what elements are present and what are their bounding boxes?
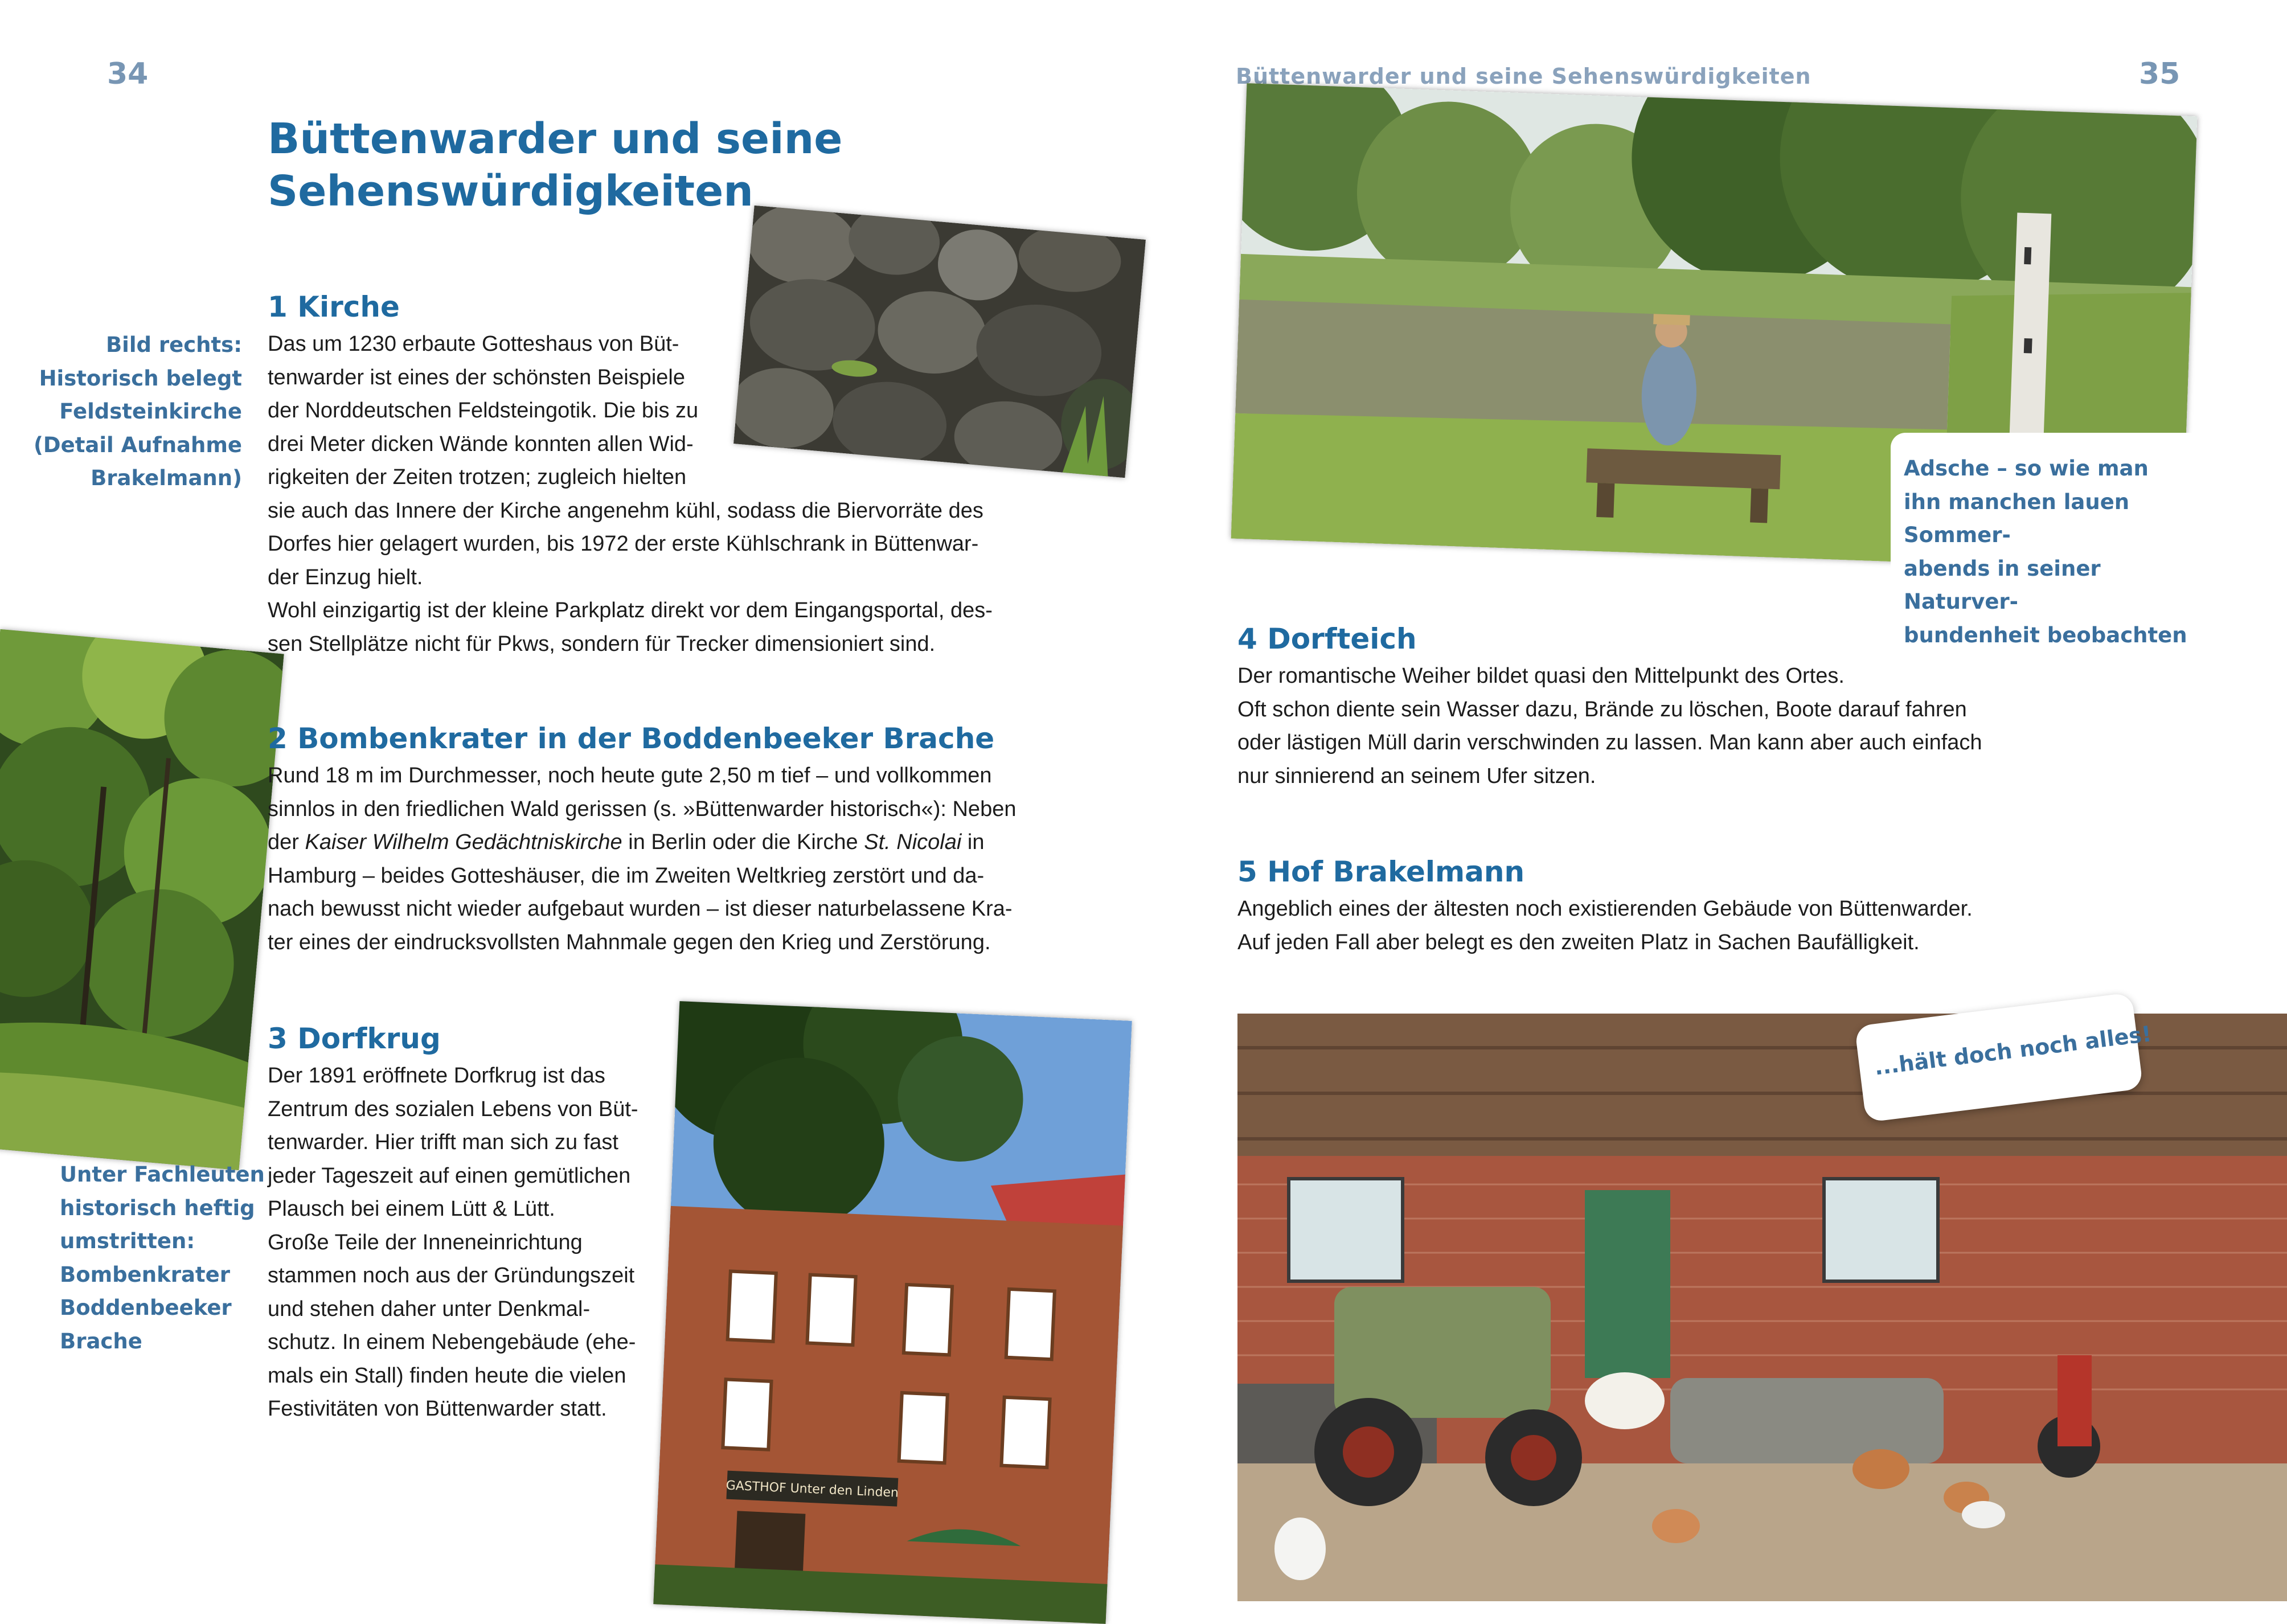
section-heading-hof-brakelmann: 5 Hof Brakelmann [1237, 855, 1525, 888]
caption-line: Brakelmann) [91, 466, 242, 490]
page-title [268, 113, 842, 218]
text-line: Der romantische Weiher bildet quasi den Mittelpunkt des Ortes. [1237, 664, 1845, 688]
text-line: sinnlos in den friedlichen Wald gerissen (s. »Büttenwarder historisch«): Neben [268, 797, 1017, 821]
dorfkrug-photo [653, 1001, 1132, 1624]
text-line: tenwarder. Hier trifft man sich zu fast [268, 1130, 618, 1154]
caption-line: Brache [60, 1328, 142, 1354]
text-line: Große Teile der Inneneinrichtung [268, 1230, 583, 1254]
section-heading-dorfteich: 4 Dorfteich [1237, 622, 1417, 655]
gasthof-sign: GASTHOF Unter den Linden [726, 1478, 899, 1500]
caption-line: (Detail Aufnahme [34, 432, 242, 457]
speech-bubble-text: ...hält doch noch alles! [1872, 1021, 2153, 1080]
section-heading-kirche: 1 Kirche [268, 290, 400, 323]
text-line: nach bewusst nicht wieder aufgebaut wurden – ist dieser naturbelassene Kra- [268, 897, 1013, 921]
text-line: mals ein Stall) finden heute die vielen [268, 1363, 626, 1388]
text-line: und stehen daher unter Denkmal- [268, 1297, 591, 1321]
running-head: Büttenwarder und seine Sehenswürdigkeiten [1236, 64, 1811, 89]
section-heading-bombenkrater: 2 Bombenkrater in der Boddenbeeker Brache [268, 722, 995, 755]
text-line: schutz. In einem Nebengebäude (ehe- [268, 1330, 636, 1354]
text-line: Dorfes hier gelagert wurden, bis 1972 der erste Kühlschrank in Büttenwar- [268, 532, 979, 556]
text-line: Der 1891 eröffnete Dorfkrug ist das [268, 1064, 605, 1088]
caption-line: Boddenbeeker [60, 1295, 232, 1320]
text-line: Festivitäten von Büttenwarder statt. [268, 1397, 607, 1421]
text-line: drei Meter dicken Wände konnten allen Wid- [268, 432, 694, 456]
text-line: Hamburg – beides Gotteshäuser, die im Zweiten Weltkrieg zerstört und da- [268, 863, 985, 888]
caption-line: Bombenkrater [60, 1262, 230, 1287]
text-line: Angeblich eines der ältesten noch existierenden Gebäude von Büttenwarder. [1237, 897, 1973, 921]
text-line: nur sinnierend an seinem Ufer sitzen. [1237, 764, 1596, 788]
side-caption-crater [60, 1158, 265, 1358]
text-line: stammen noch aus der Gründungszeit [268, 1264, 635, 1287]
page-title-line-2: Sehenswürdigkeiten [268, 167, 753, 216]
side-caption-church [23, 329, 242, 495]
text-emphasis: St. Nicolai [864, 830, 962, 854]
text-line: rigkeiten der Zeiten trotzen; zugleich hielten [268, 465, 687, 489]
text-line: jeder Tageszeit auf einen gemütlichen [268, 1163, 631, 1188]
text-line: Zentrum des sozialen Lebens von Büt- [268, 1097, 638, 1121]
farm-tractor-photo [1237, 1014, 2287, 1601]
caption-line: Bild rechts: [105, 333, 242, 357]
text-line: ter eines der eindrucksvollsten Mahnmale gegen den Krieg und Zerstörung. [268, 930, 991, 954]
text-line: Das um 1230 erbaute Gotteshaus von Büt- [268, 332, 679, 356]
text-line [268, 826, 1048, 859]
text-line: der Norddeutschen Feldsteingotik. Die bis zu [268, 399, 699, 423]
text-line: Oft schon diente sein Wasser dazu, Brände zu löschen, Boote darauf fahren [1237, 697, 1967, 721]
photo-caption-adsche [1904, 452, 2200, 652]
text-line: der Einzug hielt. [268, 565, 423, 589]
caption-line: Unter Fachleuten [60, 1162, 265, 1187]
text-line: tenwarder ist eines der schönsten Beispiele [268, 365, 685, 389]
text-run: in [961, 830, 985, 854]
caption-line: abends in seiner Naturver- [1904, 556, 2101, 614]
section-text-dorfkrug [268, 1059, 658, 1426]
text-line: Rund 18 m im Durchmesser, noch heute gute 2,50 m tief – und vollkommen [268, 764, 992, 788]
section-text-kirche [268, 327, 1048, 661]
text-line: sie auch das Innere der Kirche angenehm kühl, sodass die Biervorräte des [268, 498, 983, 523]
caption-line: Feldsteinkirche [59, 399, 242, 424]
section-text-hof-brakelmann [1237, 892, 2035, 959]
text-line: Wohl einzigartig ist der kleine Parkplatz direkt vor dem Eingangsportal, des- [268, 598, 993, 622]
forest-crater-photo [0, 629, 284, 1170]
section-text-bombenkrater [268, 759, 1048, 959]
text-run: der [268, 830, 305, 854]
caption-line: umstritten: [60, 1229, 195, 1253]
text-line: sen Stellplätze nicht für Pkws, sondern für Trecker dimensioniert sind. [268, 631, 936, 656]
caption-line: historisch heftig [60, 1195, 255, 1220]
page-number-right: 35 [2139, 57, 2181, 91]
text-run: in Berlin oder die Kirche [622, 830, 864, 854]
caption-line: Adsche – so wie man [1904, 456, 2149, 481]
section-text-dorfteich [1237, 659, 2035, 793]
page-title-line-1: Büttenwarder und seine [268, 114, 843, 163]
text-line: Plausch bei einem Lütt & Lütt. [268, 1197, 555, 1221]
caption-line: ihn manchen lauen Sommer- [1904, 489, 2130, 547]
section-heading-dorfkrug: 3 Dorfkrug [268, 1022, 441, 1055]
caption-line: Historisch belegt [39, 366, 242, 391]
text-emphasis: Kaiser Wilhelm Gedächtniskirche [305, 830, 622, 854]
page-number-left: 34 [107, 57, 149, 91]
text-line: oder lästigen Müll darin verschwinden zu lassen. Man kann aber auch einfach [1237, 731, 1982, 754]
text-line: Auf jeden Fall aber belegt es den zweiten Platz in Sachen Baufälligkeit. [1237, 930, 1920, 954]
caption-line: bundenheit beobachten [1904, 622, 2187, 647]
